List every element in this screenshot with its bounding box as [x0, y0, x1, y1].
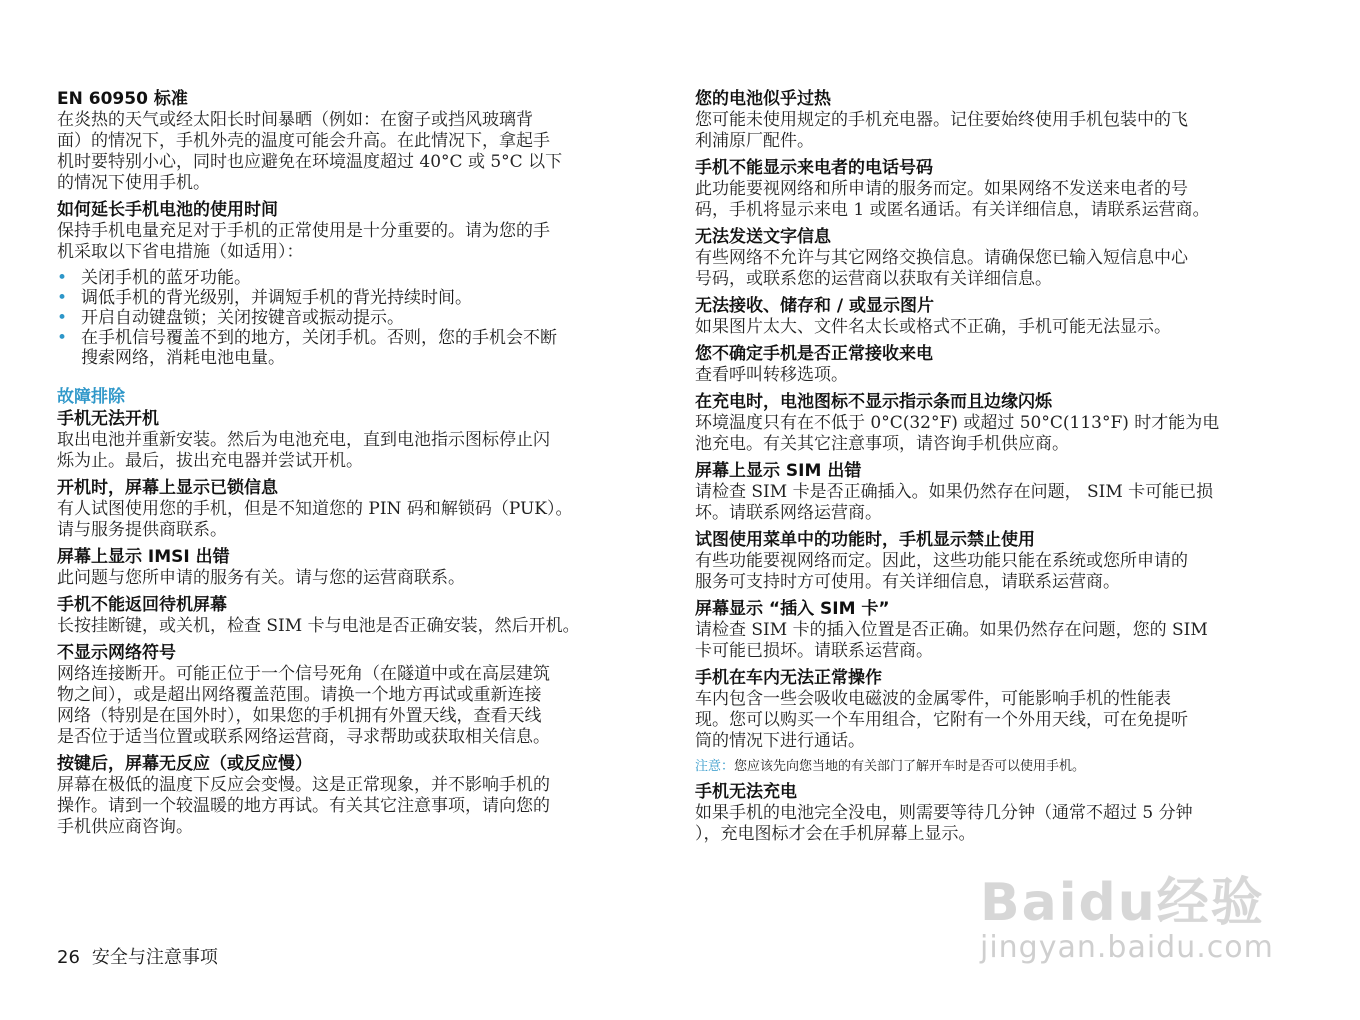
section-heading: 不显示网络符号 — [57, 643, 176, 663]
paragraph-line: 请检查 SIM 卡是否正确插入。如果仍然存在问题， SIM 卡可能已损 — [695, 482, 1214, 502]
paragraph-line: 请与服务提供商联系。 — [57, 520, 227, 540]
paragraph-line: 号码，或联系您的运营商以获取有关详细信息。 — [695, 269, 1052, 289]
section-heading: 屏幕上显示 SIM 出错 — [695, 461, 862, 481]
paragraph-line: 查看呼叫转移选项。 — [695, 365, 848, 385]
note-label: 注意： — [695, 759, 735, 774]
paragraph — [57, 430, 639, 472]
paragraph-line: 有人试图使用您的手机，但是不知道您的 PIN 码和解锁码（PUK）。 — [57, 499, 573, 519]
paragraph-line: 现。您可以购买一个车用组合，它附有一个外用天线，可在免提听 — [695, 710, 1188, 730]
bullet-list — [57, 268, 639, 368]
watermark — [980, 860, 1290, 970]
paragraph-line: 有些功能要视网络而定。因此，这些功能只能在系统或您所申请的 — [695, 551, 1188, 571]
section-heading: 屏幕显示 “插入 SIM 卡” — [695, 599, 890, 619]
right-column — [695, 88, 1277, 850]
paragraph-line: ），充电图标才会在手机屏幕上显示。 — [695, 824, 976, 844]
section-heading: 无法发送文字信息 — [695, 227, 831, 247]
paragraph-line: 如果图片太大、文件名太长或格式不正确，手机可能无法显示。 — [695, 317, 1171, 337]
chapter-title: 故障排除 — [57, 387, 125, 407]
bullet-item — [57, 288, 639, 308]
paragraph — [695, 803, 1277, 845]
bullet-line: • 关闭手机的蓝牙功能。 — [81, 268, 251, 288]
paragraph-line: 筒的情况下进行通话。 — [695, 731, 865, 751]
paragraph-line: 有些网络不允许与其它网络交换信息。请确保您已输入短信息中心 — [695, 248, 1188, 268]
page-number: 26 — [57, 947, 80, 968]
bullet-line: • 在手机信号覆盖不到的地方，关闭手机。否则，您的手机会不断 — [81, 328, 557, 348]
paragraph-line: 请检查 SIM 卡的插入位置是否正确。如果仍然存在问题，您的 SIM — [695, 620, 1208, 640]
paragraph — [695, 248, 1277, 290]
section-heading: 如何延长手机电池的使用时间 — [57, 200, 278, 220]
bullet-item — [57, 328, 639, 368]
paragraph — [57, 499, 639, 541]
paragraph-line: 烁为止。最后，拔出充电器并尝试开机。 — [57, 451, 363, 471]
paragraph-line: 面）的情况下，手机外壳的温度可能会升高。在此情况下，拿起手 — [57, 131, 550, 151]
paragraph-line: 服务可支持时方可使用。有关详细信息，请联系运营商。 — [695, 572, 1120, 592]
paragraph-line: 物之间），或是超出网络覆盖范围。请换一个地方再试或重新连接 — [57, 685, 542, 705]
bullet-item — [57, 268, 639, 288]
paragraph-line: 您可能未使用规定的手机充电器。记住要始终使用手机包装中的飞 — [695, 110, 1188, 130]
section-heading: 按键后，屏幕无反应（或反应慢） — [57, 754, 312, 774]
paragraph — [695, 365, 1277, 386]
paragraph-line: 屏幕在极低的温度下反应会变慢。这是正常现象，并不影响手机的 — [57, 775, 550, 795]
paragraph-line: 长按挂断键，或关机，检查 SIM 卡与电池是否正确安装，然后开机。 — [57, 616, 580, 636]
section-heading: 无法接收、储存和 / 或显示图片 — [695, 296, 935, 316]
paragraph-line: 如果手机的电池完全没电，则需要等待几分钟（通常不超过 5 分钟 — [695, 803, 1193, 823]
watermark-url: jingyan.baidu.com — [980, 930, 1274, 965]
paragraph — [695, 413, 1277, 455]
paragraph — [57, 664, 639, 748]
paragraph — [57, 775, 639, 838]
paragraph-line: 操作。请到一个较温暖的地方再试。有关其它注意事项，请向您的 — [57, 796, 550, 816]
paragraph-line: 保持手机电量充足对于手机的正常使用是十分重要的。请为您的手 — [57, 221, 550, 241]
bullet-line: • 开启自动键盘锁；关闭按键音或振动提示。 — [81, 308, 404, 328]
paragraph — [695, 317, 1277, 338]
paragraph-line: 是否位于适当位置或联系网络运营商，寻求帮助或获取相关信息。 — [57, 727, 550, 747]
section-heading: 开机时，屏幕上显示已锁信息 — [57, 478, 278, 498]
paragraph-line: 网络连接断开。可能正位于一个信号死角（在隧道中或在高层建筑 — [57, 664, 550, 684]
section-heading: 手机无法充电 — [695, 782, 797, 802]
paragraph-line: 码，手机将显示来电 1 或匿名通话。有关详细信息，请联系运营商。 — [695, 200, 1210, 220]
section-heading: 您的电池似乎过热 — [695, 89, 831, 109]
paragraph — [695, 689, 1277, 752]
paragraph-line: 利浦原厂配件。 — [695, 131, 814, 151]
paragraph-line: 车内包含一些会吸收电磁波的金属零件，可能影响手机的性能表 — [695, 689, 1171, 709]
bullet-item — [57, 308, 639, 328]
paragraph-line: 卡可能已损坏。请联系运营商。 — [695, 641, 933, 661]
section-heading: 手机不能返回待机屏幕 — [57, 595, 227, 615]
paragraph — [695, 620, 1277, 662]
left-column — [57, 88, 639, 843]
footer-section-title: 安全与注意事项 — [91, 947, 218, 968]
paragraph — [57, 221, 639, 263]
section-heading: 在充电时，电池图标不显示指示条而且边缘闪烁 — [695, 392, 1052, 412]
section-heading: 屏幕上显示 IMSI 出错 — [57, 547, 230, 567]
paragraph — [695, 110, 1277, 152]
paragraph-line: 的情况下使用手机。 — [57, 173, 210, 193]
paragraph — [57, 616, 639, 637]
paragraph-line: 坏。请联系网络运营商。 — [695, 503, 882, 523]
page-footer — [57, 943, 218, 969]
paragraph — [695, 482, 1277, 524]
section-heading: 手机不能显示来电者的电话号码 — [695, 158, 933, 178]
watermark-logo: Baidu经验 — [980, 873, 1265, 933]
section-heading: 试图使用菜单中的功能时，手机显示禁止使用 — [695, 530, 1035, 550]
paragraph-line: 此功能要视网络和所申请的服务而定。如果网络不发送来电者的号 — [695, 179, 1188, 199]
paragraph-line: 网络（特别是在国外时），如果您的手机拥有外置天线，查看天线 — [57, 706, 542, 726]
bullet-line: 搜索网络，消耗电池电量。 — [81, 348, 285, 368]
section-heading: 您不确定手机是否正常接收来电 — [695, 344, 933, 364]
paragraph — [695, 179, 1277, 221]
section-heading: 手机在车内无法正常操作 — [695, 668, 882, 688]
paragraph-line: 在炎热的天气或经太阳长时间暴晒（例如：在窗子或挡风玻璃背 — [57, 110, 533, 130]
note-text: 您应该先向您当地的有关部门了解开车时是否可以使用手机。 — [734, 759, 1086, 774]
bullet-line: • 调低手机的背光级别，并调短手机的背光持续时间。 — [81, 288, 472, 308]
note — [695, 757, 1277, 777]
paragraph-line: 手机供应商咨询。 — [57, 817, 193, 837]
paragraph — [695, 551, 1277, 593]
paragraph-line: 取出电池并重新安装。然后为电池充电，直到电池指示图标停止闪 — [57, 430, 550, 450]
paragraph-line: 此问题与您所申请的服务有关。请与您的运营商联系。 — [57, 568, 465, 588]
paragraph — [57, 110, 639, 194]
section-heading: 手机无法开机 — [57, 409, 159, 429]
paragraph-line: 机采取以下省电措施（如适用）： — [57, 242, 304, 262]
paragraph-line: 环境温度只有在不低于 0°C(32°F) 或超过 50°C(113°F) 时才能为电 — [695, 413, 1220, 433]
paragraph — [57, 568, 639, 589]
paragraph-line: 机时要特别小心，同时也应避免在环境温度超过 40°C 或 5°C 以下 — [57, 152, 563, 172]
paragraph-line: 池充电。有关其它注意事项，请咨询手机供应商。 — [695, 434, 1069, 454]
section-heading: EN 60950 标准 — [57, 89, 188, 109]
